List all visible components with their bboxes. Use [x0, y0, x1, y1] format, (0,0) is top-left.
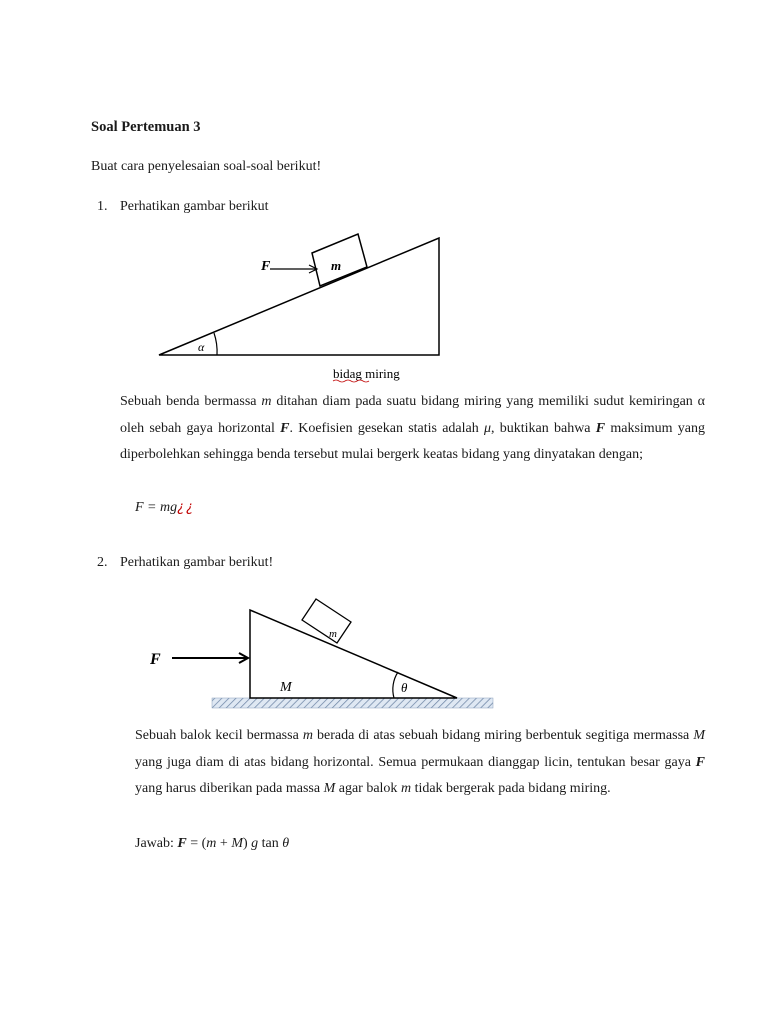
force-symbol: F	[695, 754, 705, 770]
wedge-mass-symbol: M	[323, 781, 336, 797]
block-mass-label-2: m	[329, 628, 337, 640]
inclined-plane-figure-1	[0, 0, 768, 400]
mass-symbol: m	[261, 394, 272, 409]
instructions-text: Buat cara penyelesaian soal-soal berikut!	[91, 159, 322, 174]
mu-symbol: μ	[483, 420, 492, 436]
wedge-mass-symbol: M	[693, 728, 705, 743]
figure-1-caption: bidag miring	[333, 366, 400, 381]
question-2-heading: Perhatikan gambar berikut!	[120, 555, 274, 570]
incline-triangle-1	[159, 238, 439, 355]
force-symbol: F	[595, 420, 606, 436]
question-1-text: Sebuah benda bermassa m ditahan diam pada suatu bidang miring yang memiliki sudut kemiringan α oleh sebah gaya horizontal F. Koefisien gesekan statis adalah μ, buktikan bahwa F maksimum yang diperbolehkan sehingga benda tersebut mulai bergerk keatas bidang yang dinyatakan dengan;	[120, 394, 706, 463]
page-title: Soal Pertemuan 3	[91, 119, 201, 135]
wedge-mass-label: M	[280, 680, 292, 695]
wedge-figure-2	[0, 580, 768, 720]
ground-surface	[212, 698, 493, 708]
block-m-2	[302, 599, 351, 643]
block-mass-label-1: m	[330, 258, 342, 273]
question-2-answer: Jawab: F = (m + M) g tan θ	[135, 836, 290, 851]
angle-label-theta: θ	[401, 680, 408, 695]
force-symbol: F	[280, 420, 290, 436]
force-arrow-1	[270, 265, 317, 273]
force-label-1: F	[261, 259, 271, 274]
question-1-formula: F = mg¿¿	[135, 500, 195, 515]
force-arrow-2	[172, 653, 248, 663]
mass-symbol: m	[302, 728, 313, 743]
question-1-heading: Perhatikan gambar berikut	[120, 199, 269, 214]
question-2-text: Sebuah balok kecil bermassa m berada di atas sebuah bidang miring berbentuk segitiga mermassa M yang juga diam di atas bidang horizontal. Semua permukaan dianggap licin, tentukan besar gaya F yang harus diberikan pada massa M agar balok m tidak bergerak pada bidang miring.	[135, 728, 705, 797]
mass-symbol: m	[400, 781, 412, 797]
question-1-number: 1.	[97, 199, 108, 214]
broken-formula-mark: ¿¿	[177, 500, 195, 515]
question-2-number: 2.	[97, 555, 108, 570]
angle-arc-theta	[393, 672, 398, 698]
angle-label-alpha: α	[198, 340, 205, 354]
force-label-2: F	[150, 651, 161, 668]
angle-arc-alpha	[214, 333, 217, 355]
